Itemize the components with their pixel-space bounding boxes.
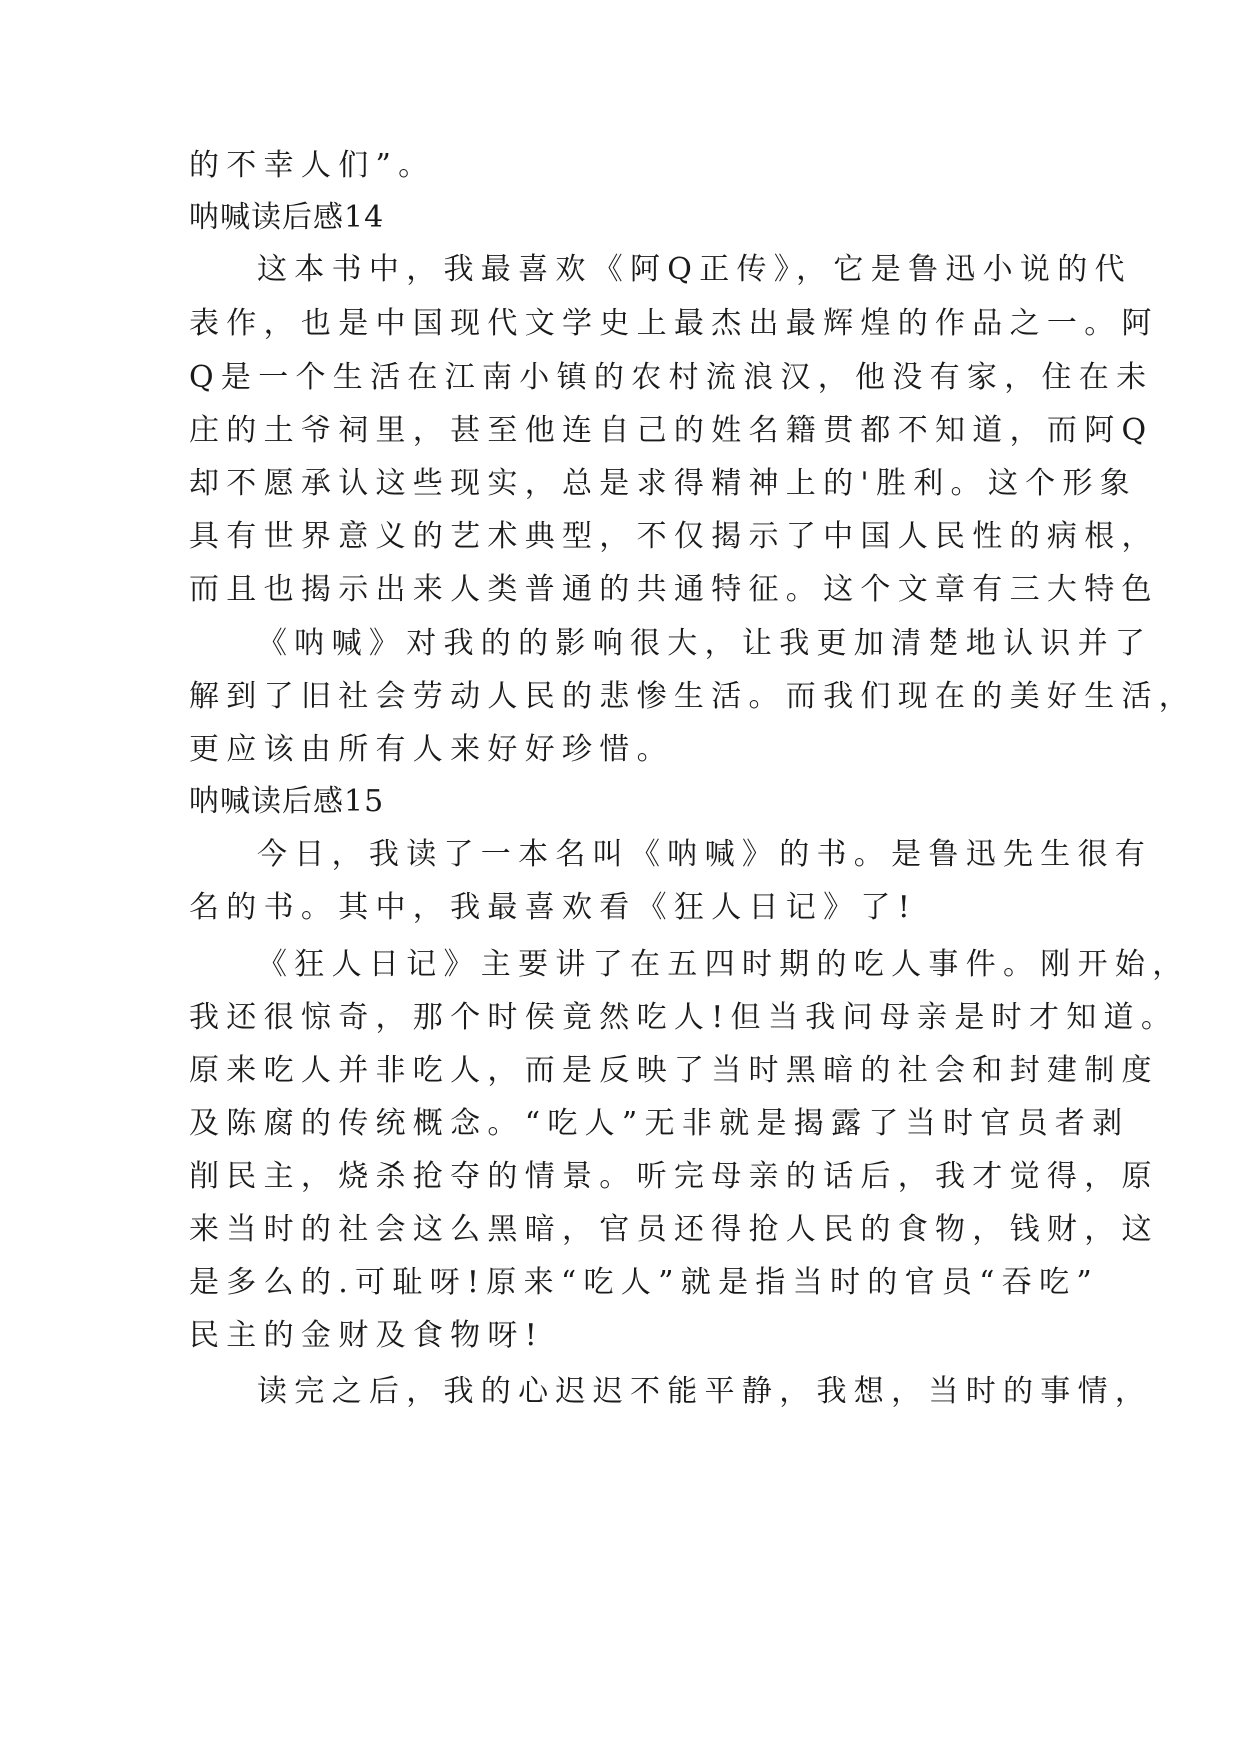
text-line: 我还很惊奇，那个时侯竟然吃人!但当我问母亲是时才知道。 — [189, 1000, 1179, 1035]
text-line: 民主的金财及食物呀! — [189, 1318, 545, 1353]
text-line: 及陈腐的传统概念。“吃人”无非就是揭露了当时官员者剥 — [189, 1106, 1130, 1141]
section-heading: 呐喊读后感14 — [189, 200, 385, 235]
text-line: 这本书中，我最喜欢《阿Q正传》，它是鲁迅小说的代 — [257, 252, 1132, 287]
text-line: 《呐喊》对我的的影响很大，让我更加清楚地认识并了 — [257, 626, 1153, 661]
text-line: 具有世界意义的艺术典型，不仅揭示了中国人民性的病根， — [189, 519, 1159, 554]
text-line: 来当时的社会这么黑暗，官员还得抢人民的食物，钱财，这 — [189, 1212, 1159, 1247]
text-line: 名的书。其中，我最喜欢看《狂人日记》了! — [189, 890, 918, 925]
text-line: 庄的土爷祠里，甚至他连自己的姓名籍贯都不知道，而阿Q — [189, 413, 1154, 448]
text-line: 的不幸人们”。 — [189, 148, 436, 183]
text-line: 而且也揭示出来人类普通的共通特征。这个文章有三大特色 — [189, 572, 1159, 607]
text-line: 解到了旧社会劳动人民的悲惨生活。而我们现在的美好生活， — [189, 679, 1197, 714]
text-line: 《狂人日记》主要讲了在五四时期的吃人事件。刚开始， — [257, 947, 1190, 982]
text-line: Q是一个生活在江南小镇的农村流浪汉，他没有家，住在未 — [189, 360, 1154, 395]
text-line: 读完之后，我的心迟迟不能平静，我想，当时的事情， — [257, 1374, 1153, 1409]
text-line: 却不愿承认这些现实，总是求得精神上的'胜利。这个形象 — [189, 466, 1138, 501]
text-line: 原来吃人并非吃人，而是反映了当时黑暗的社会和封建制度 — [189, 1053, 1159, 1088]
text-line: 今日，我读了一本名叫《呐喊》的书。是鲁迅先生很有 — [257, 837, 1153, 872]
text-line: 是多么的.可耻呀!原来“吃人”就是指当时的官员“吞吃” — [189, 1265, 1100, 1300]
text-line: 削民主，烧杀抢夺的情景。听完母亲的话后，我才觉得，原 — [189, 1159, 1159, 1194]
section-heading: 呐喊读后感15 — [189, 784, 385, 819]
text-line: 更应该由所有人来好好珍惜。 — [189, 732, 674, 767]
text-line: 表作，也是中国现代文学史上最杰出最辉煌的作品之一。阿 — [189, 306, 1159, 341]
